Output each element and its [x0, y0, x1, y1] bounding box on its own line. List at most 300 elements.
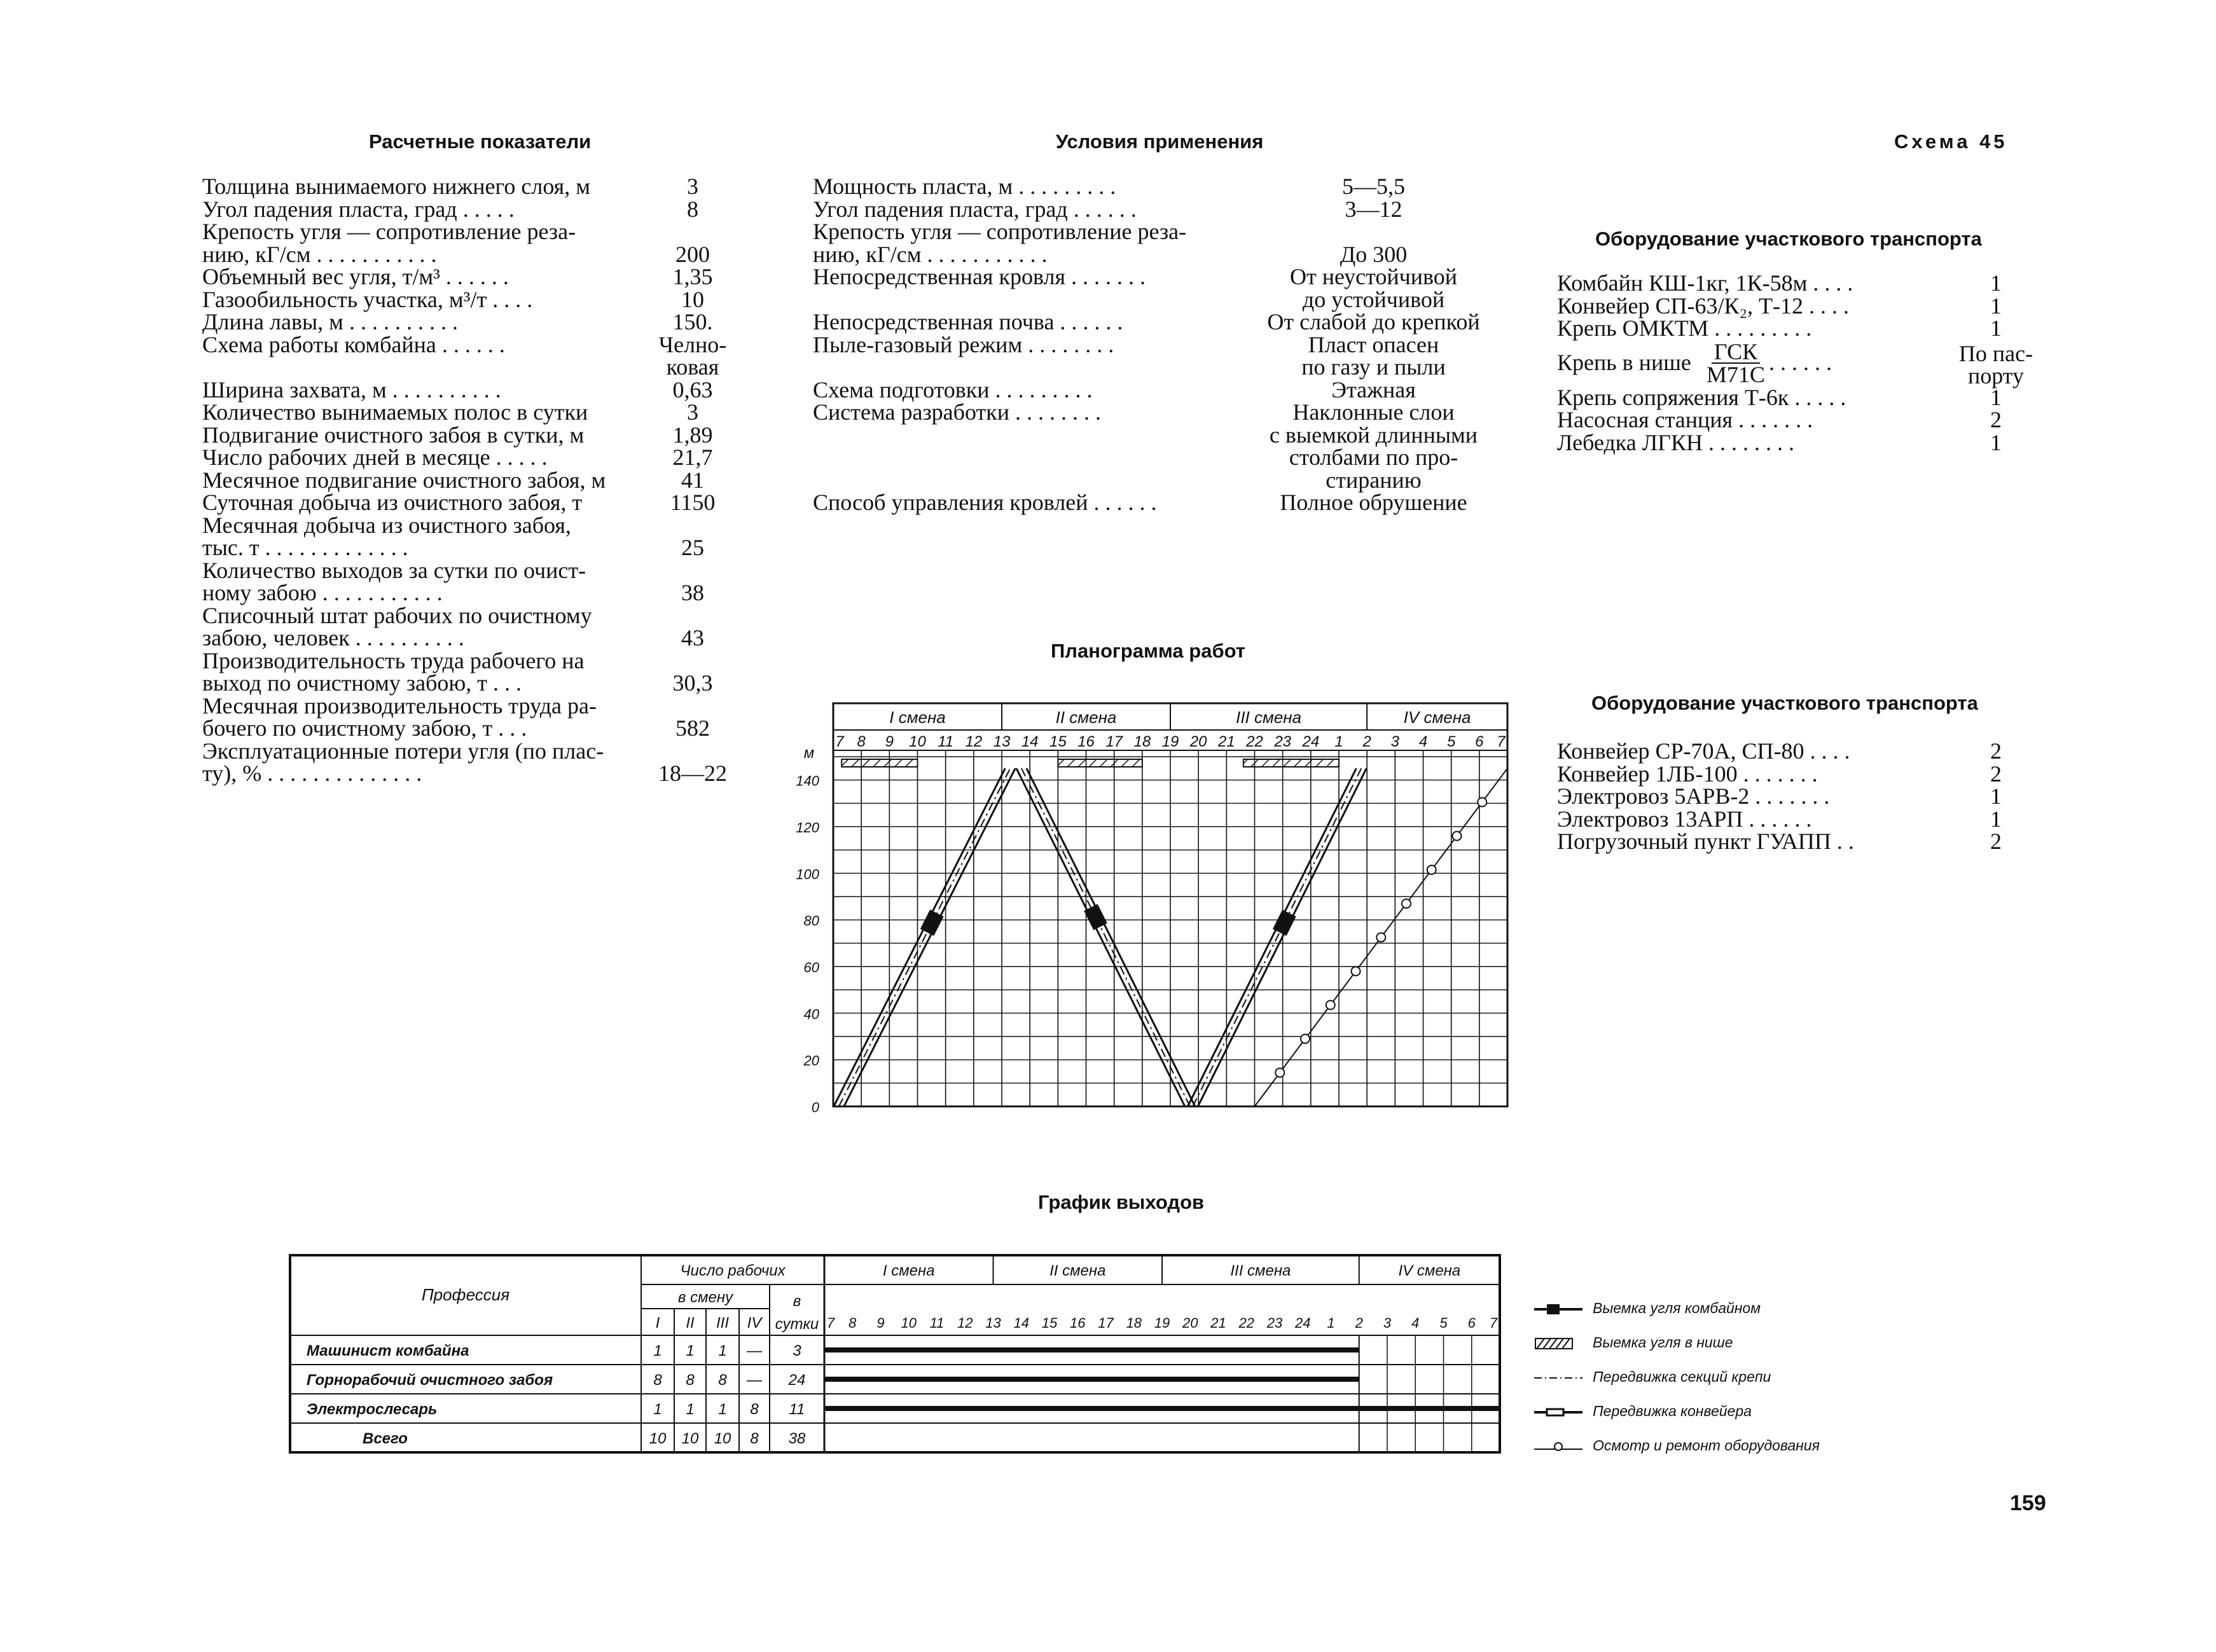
calc-label: Схема работы комбайна . . . . . .	[202, 331, 505, 357]
combine-icon	[1533, 1302, 1584, 1317]
calc-value	[647, 514, 738, 537]
work-line	[839, 768, 1010, 1106]
cond-row	[813, 311, 1490, 334]
y-tick-label: 120	[796, 820, 819, 836]
day-count: 3	[793, 1342, 801, 1359]
worker-count: 10	[681, 1430, 699, 1447]
cond-row	[813, 424, 1490, 447]
hour-label: 1	[1327, 1315, 1335, 1331]
calc-value: 3	[687, 399, 698, 425]
hour-label: 7	[835, 733, 844, 750]
hour-label: 18	[1133, 733, 1151, 750]
profession-name: Электрослесарь	[307, 1401, 438, 1418]
item-value: 2	[1990, 829, 2002, 854]
hatch-icon	[1533, 1336, 1584, 1351]
calc-row	[202, 740, 738, 763]
hour-label: 18	[1126, 1315, 1142, 1331]
shift-col-label: II	[686, 1314, 695, 1332]
combine-mark	[920, 910, 944, 936]
worker-count: 1	[718, 1401, 727, 1418]
calc-value: 30,3	[672, 670, 713, 696]
legend-label: Выемка угля в нише	[1593, 1334, 1733, 1351]
hour-label: 23	[1266, 1315, 1283, 1331]
combine-mark	[1273, 910, 1296, 936]
cond-label	[813, 469, 1257, 492]
calc-label: тыс. т . . . . . . . . . . . . .	[202, 535, 408, 560]
calc-value: 0,63	[672, 376, 713, 403]
cond-value: Пласт опасен	[1308, 331, 1439, 357]
calc-label: Списочный штат рабочих по очистному	[202, 602, 592, 628]
cond-row	[813, 289, 1490, 312]
hour-label: 7	[1489, 1315, 1498, 1331]
cond-label: Способ управления кровлей . . . . . .	[813, 490, 1157, 515]
cond-value	[1257, 221, 1490, 244]
transport1-item	[1557, 340, 2040, 387]
transport2-item	[1557, 763, 2040, 786]
calc-row	[202, 289, 738, 312]
calc-value: ковая	[666, 354, 719, 380]
planogram-chart	[795, 693, 1520, 1113]
cond-row	[813, 334, 1490, 357]
calc-row	[202, 560, 738, 582]
cond-row	[813, 176, 1490, 198]
item-label: Конвейер СР-70А, СП-80 . . . .	[1557, 738, 1850, 764]
hour-label: 11	[929, 1315, 945, 1331]
transport1-item	[1557, 429, 2040, 455]
calc-row	[202, 650, 738, 673]
planogram-header: Планограмма работ	[1051, 640, 1245, 662]
calc-label: Ширина захвата, м . . . . . . . . . .	[202, 376, 501, 403]
calc-label: Производительность труда рабочего на	[202, 647, 585, 673]
y-tick-label: 40	[803, 1006, 819, 1022]
day-count: 24	[788, 1372, 806, 1389]
item-label: Лебедка ЛГКН . . . . . . . .	[1557, 429, 1794, 455]
hour-label: 8	[848, 1315, 857, 1331]
item-label: Электровоз 13АРП . . . . . .	[1557, 806, 1812, 832]
cond-row	[813, 244, 1490, 266]
hour-label: 16	[1070, 1315, 1086, 1331]
calc-value	[647, 560, 738, 582]
cond-label: Схема подготовки . . . . . . . . .	[813, 376, 1093, 403]
calc-value: 38	[681, 580, 704, 605]
calc-value	[647, 605, 738, 628]
worker-count: 10	[714, 1430, 731, 1447]
hour-label: 24	[1295, 1315, 1311, 1331]
hour-label: 13	[993, 733, 1011, 750]
hour-label: 6	[1475, 733, 1484, 750]
calc-value: 10	[681, 286, 704, 312]
work-line	[1027, 768, 1195, 1106]
item-label: Крепь в нише ГСК М71С . . . . . .	[1557, 339, 1832, 387]
calc-row	[202, 672, 738, 695]
niche-bar	[1058, 759, 1142, 767]
calc-row	[202, 221, 738, 244]
calc-label: Газообильность участка, м³/т . . . .	[202, 286, 533, 312]
calc-label: Количество выходов за сутки по очист-	[202, 557, 586, 583]
cond-label	[813, 289, 1257, 312]
calc-value: 18—22	[658, 761, 727, 786]
item-label: Крепь ОМКТМ . . . . . . . . .	[1557, 315, 1812, 341]
worker-count: 10	[649, 1430, 667, 1447]
legend-conveyor	[1533, 1403, 1752, 1420]
calc-row	[202, 198, 738, 221]
worker-count: 8	[686, 1372, 695, 1389]
item-value: 1	[1990, 315, 2002, 341]
calc-row	[202, 266, 738, 289]
dashdot-icon	[1533, 1370, 1584, 1386]
worker-count: 1	[686, 1401, 695, 1418]
hour-label: 3	[1390, 733, 1400, 750]
repair-line	[1255, 768, 1508, 1106]
cond-row	[813, 446, 1490, 469]
transport2-item	[1557, 830, 2040, 853]
calc-value: 41	[681, 467, 704, 493]
hour-label: 15	[1041, 1315, 1058, 1331]
shift-col-label: III	[716, 1314, 730, 1332]
hour-label: 7	[1497, 733, 1506, 750]
transport2-item	[1557, 808, 2040, 831]
cond-value: От слабой до крепкой	[1267, 309, 1480, 334]
repair-mark	[1326, 1001, 1335, 1010]
cut-up-2	[1188, 768, 1366, 1106]
hour-label: 2	[1362, 733, 1371, 750]
item-value: 1	[1990, 384, 2002, 410]
hour-label: 20	[1182, 1315, 1198, 1331]
cond-value: до устойчивой	[1302, 286, 1445, 312]
hour-label: 22	[1238, 1315, 1254, 1331]
calc-value: 582	[675, 715, 710, 741]
calc-value: 25	[681, 535, 704, 560]
hour-label: 23	[1274, 733, 1292, 750]
calc-value	[647, 221, 738, 244]
calc-label: Количество вынимаемых полос в сутки	[202, 399, 588, 425]
cond-row	[813, 469, 1490, 492]
item-label: Конвейер СП-63/К₂, Т-12 . . . .	[1557, 293, 1850, 319]
hour-label: 13	[985, 1315, 1001, 1331]
hour-label: 6	[1467, 1315, 1476, 1331]
worker-count: 1	[686, 1342, 695, 1359]
y-tick-label: 60	[803, 960, 819, 975]
hour-label: 5	[1439, 1315, 1448, 1331]
y-unit-label: м	[803, 745, 815, 762]
shift-label: III смена	[1230, 1262, 1291, 1279]
profession-name: Горнорабочий очистного забоя	[307, 1372, 553, 1389]
cond-row	[813, 266, 1490, 289]
calc-label: Длина лавы, м . . . . . . . . . .	[202, 309, 458, 334]
calc-row	[202, 424, 738, 447]
hour-label: 17	[1098, 1315, 1114, 1331]
calc-row	[202, 446, 738, 469]
cond-value: Наклонные слои	[1292, 399, 1455, 425]
legend-label: Осмотр и ремонт оборудования	[1593, 1437, 1820, 1454]
hour-label: 1	[1334, 733, 1343, 750]
cond-label: Непосредственная кровля . . . . . . .	[813, 264, 1146, 289]
calc-value: 1,35	[672, 264, 713, 289]
transport1-list	[1557, 272, 2040, 454]
hour-label: 4	[1411, 1315, 1420, 1331]
profession-name: Всего	[363, 1430, 408, 1447]
niche-bar	[1243, 759, 1339, 767]
hour-label: 10	[909, 733, 926, 750]
work-line	[1021, 768, 1190, 1106]
calc-label: Эксплуатационные потери угля (по плас-	[202, 738, 604, 764]
work-bar	[824, 1377, 1359, 1382]
calc-label: нию, кГ/см . . . . . . . . . . .	[202, 241, 437, 267]
cond-row	[813, 221, 1490, 244]
legend-label: Передвижка секций крепи	[1593, 1368, 1771, 1385]
calc-row	[202, 469, 738, 492]
profession-header: Профессия	[421, 1285, 510, 1304]
cond-row	[813, 379, 1490, 402]
item-label: Крепь сопряжения Т-6к . . . . .	[1557, 384, 1846, 410]
worker-count: 8	[750, 1401, 759, 1418]
cond-value: Полное обрушение	[1280, 490, 1467, 515]
profession-name: Машинист комбайна	[307, 1342, 469, 1359]
hour-label: 21	[1210, 1315, 1226, 1331]
repair-mark	[1453, 832, 1462, 841]
conditions-header: Условия применения	[1056, 130, 1264, 153]
calc-row	[202, 311, 738, 334]
repair-mark	[1478, 798, 1486, 807]
calc-header: Расчетные показатели	[369, 130, 592, 153]
worker-count: 1	[653, 1342, 662, 1359]
day-count: 11	[789, 1401, 805, 1418]
transport1-item	[1557, 409, 2040, 432]
calc-value: 21,7	[672, 444, 713, 470]
work-line	[1198, 768, 1366, 1106]
item-label: Электровоз 5АРВ-2 . . . . . . .	[1557, 783, 1830, 809]
hour-label: 21	[1217, 733, 1235, 750]
calc-value: 43	[681, 625, 704, 650]
shift-label: I смена	[882, 1262, 935, 1279]
shift-col-label: I	[655, 1314, 660, 1332]
calc-label: Месячное подвигание очистного забоя, м	[202, 467, 606, 493]
y-tick-label: 100	[796, 866, 819, 883]
calc-value	[647, 740, 738, 763]
calc-value	[647, 695, 738, 718]
calc-label: Число рабочих дней в месяце . . . . .	[202, 444, 548, 470]
item-value: 1	[1990, 270, 2002, 296]
worker-count: 8	[718, 1372, 727, 1389]
calc-value: 200	[675, 241, 710, 267]
calc-row	[202, 762, 738, 785]
calc-value: Челно-	[658, 331, 727, 357]
transport1-item	[1557, 272, 2040, 295]
calc-row	[202, 492, 738, 514]
item-label: Комбайн КШ-1кг, 1К-58м . . . .	[1557, 270, 1853, 296]
item-value: По пас- порту	[1958, 340, 2033, 389]
calc-row	[202, 695, 738, 718]
calc-label: Толщина вынимаемого нижнего слоя, м	[202, 174, 590, 199]
worker-count: 1	[718, 1342, 727, 1359]
transport1-item	[1557, 384, 2040, 410]
hour-label: 7	[826, 1315, 835, 1331]
calc-row	[202, 356, 738, 379]
transport1-item	[1557, 295, 2040, 318]
calc-label: Объемный вес угля, т/м³ . . . . . .	[202, 264, 509, 289]
y-tick-label: 20	[803, 1052, 819, 1069]
legend-repair	[1533, 1437, 1820, 1454]
hour-label: 8	[857, 733, 866, 750]
item-label: Погрузочный пункт ГУАПП . .	[1557, 829, 1854, 854]
cond-row	[813, 401, 1490, 424]
cond-label: Крепость угля — сопротивление реза-	[813, 219, 1187, 244]
hour-label: 22	[1246, 733, 1263, 750]
cond-label	[813, 356, 1257, 379]
legend-hatch	[1533, 1334, 1733, 1351]
schedule-header: График выходов	[1038, 1191, 1205, 1213]
worker-count: 8	[653, 1372, 662, 1389]
calc-row	[202, 401, 738, 424]
calc-label: Месячная добыча из очистного забоя,	[202, 512, 571, 538]
calc-label: Крепость угля — сопротивление реза-	[202, 219, 576, 244]
work-bar	[824, 1347, 1359, 1353]
cond-value: Этажная	[1331, 376, 1416, 403]
transport1-header: Оборудование участкового транспорта	[1595, 228, 1982, 250]
item-value: 1	[1990, 293, 2002, 319]
per-day-header: в	[793, 1293, 801, 1310]
work-bar	[824, 1406, 1500, 1411]
worker-count: —	[747, 1342, 762, 1359]
legend-dashdot	[1533, 1368, 1771, 1386]
calc-label: Угол падения пласта, град . . . . .	[202, 196, 515, 222]
hour-label: 10	[901, 1315, 917, 1331]
cond-value: До 300	[1340, 241, 1408, 267]
cond-row	[813, 356, 1490, 379]
work-line	[1016, 768, 1185, 1106]
calc-label: ту), % . . . . . . . . . . . . . .	[202, 761, 422, 786]
item-value: 2	[1990, 407, 2002, 432]
item-label: Конвейер 1ЛБ-100 . . . . . . .	[1557, 761, 1818, 787]
calc-row	[202, 514, 738, 537]
item-value: 2	[1990, 761, 2002, 787]
schedule-table	[286, 1253, 1507, 1469]
calc-value: 1150	[670, 490, 716, 515]
work-line	[1188, 768, 1356, 1106]
calc-value: 1,89	[672, 422, 713, 448]
shift-label: IV смена	[1398, 1262, 1461, 1279]
calc-value: 8	[687, 196, 698, 222]
repair-mark	[1301, 1035, 1310, 1043]
cond-value: От неустойчивой	[1290, 264, 1457, 289]
hour-label: 5	[1446, 733, 1456, 750]
cond-label	[813, 424, 1257, 447]
cond-label: Непосредственная почва . . . . . .	[813, 309, 1123, 334]
hour-label: 14	[1013, 1315, 1029, 1331]
cond-label: Угол падения пласта, град . . . . . .	[813, 196, 1137, 222]
fraction: ГСК М71С	[1706, 339, 1765, 387]
repair-icon	[1533, 1439, 1584, 1454]
conditions-table	[813, 176, 1490, 514]
hour-label: 2	[1355, 1315, 1363, 1331]
page-number: 159	[2010, 1491, 2046, 1515]
calc-row	[202, 244, 738, 266]
calc-row	[202, 537, 738, 560]
calc-table	[202, 176, 738, 785]
repair-mark	[1427, 865, 1436, 874]
transport2-item	[1557, 740, 2040, 763]
repair-mark	[1352, 967, 1361, 975]
conveyor-icon	[1533, 1405, 1584, 1420]
hour-label: 12	[965, 733, 983, 750]
cond-value: стиранию	[1326, 467, 1422, 493]
hour-label: 12	[957, 1315, 973, 1331]
calc-row	[202, 627, 738, 650]
hour-label: 24	[1302, 733, 1320, 750]
shift-label: III смена	[1236, 708, 1302, 727]
work-line	[834, 768, 1005, 1106]
calc-label: Суточная добыча из очистного забоя, т	[202, 490, 583, 515]
cond-label: нию, кГ/см . . . . . . . . . . .	[813, 241, 1048, 267]
combine-mark	[1084, 904, 1107, 930]
cond-value: с выемкой длинными	[1269, 422, 1478, 448]
hour-label: 19	[1154, 1315, 1170, 1331]
hour-label: 14	[1021, 733, 1039, 750]
scheme-label: Схема 45	[1894, 130, 2008, 153]
workers-header: Число рабочих	[680, 1262, 786, 1279]
calc-label: Месячная производительность труда ра-	[202, 692, 597, 719]
item-value: 1	[1990, 783, 2002, 809]
legend-label: Выемка угля комбайном	[1593, 1300, 1761, 1316]
hour-label: 15	[1049, 733, 1067, 750]
work-line	[844, 768, 1015, 1106]
shift-label: I смена	[889, 708, 946, 727]
legend-combine	[1533, 1300, 1761, 1317]
niche-bar	[841, 759, 917, 767]
calc-label: выход по очистному забою, т . . .	[202, 670, 522, 696]
cond-label: Мощность пласта, м . . . . . . . . .	[813, 174, 1116, 199]
per-day-header: сутки	[775, 1316, 819, 1333]
item-value: 2	[1990, 738, 2002, 764]
worker-count: —	[747, 1372, 762, 1389]
hour-label: 4	[1418, 733, 1428, 750]
y-tick-label: 80	[803, 912, 819, 929]
item-label: Насосная станция . . . . . . .	[1557, 407, 1813, 432]
shift-col-label: IV	[747, 1314, 762, 1332]
day-count: 38	[788, 1430, 806, 1447]
cond-value: по газу и пыли	[1301, 354, 1446, 380]
calc-value: 3	[687, 174, 698, 199]
calc-row	[202, 582, 738, 605]
hour-label: 11	[938, 733, 954, 750]
transport2-header: Оборудование участкового транспорта	[1591, 692, 1978, 714]
repair-mark	[1402, 899, 1411, 908]
hour-label: 17	[1105, 733, 1123, 750]
calc-row	[202, 379, 738, 402]
cond-value: 3—12	[1345, 196, 1402, 222]
calc-label: забою, человек . . . . . . . . . .	[202, 625, 464, 650]
calc-row	[202, 717, 738, 740]
transport2-item	[1557, 785, 2040, 808]
cond-value: 5—5,5	[1342, 174, 1405, 199]
cond-label	[813, 446, 1257, 469]
cond-row	[813, 198, 1490, 221]
cond-value: столбами по про-	[1289, 444, 1458, 470]
y-tick-label: 0	[811, 1099, 819, 1113]
calc-row	[202, 605, 738, 628]
shift-label: II смена	[1049, 1262, 1106, 1279]
shift-label: II смена	[1055, 708, 1117, 727]
calc-row	[202, 176, 738, 198]
calc-label: ному забою . . . . . . . . . . .	[202, 580, 443, 605]
hour-label: 16	[1077, 733, 1095, 750]
per-shift-header: в смену	[677, 1289, 733, 1306]
transport2-list	[1557, 740, 2040, 853]
work-line	[1193, 768, 1361, 1106]
cond-row	[813, 492, 1490, 514]
cut-down-1	[1016, 768, 1195, 1106]
calc-label	[202, 356, 647, 379]
